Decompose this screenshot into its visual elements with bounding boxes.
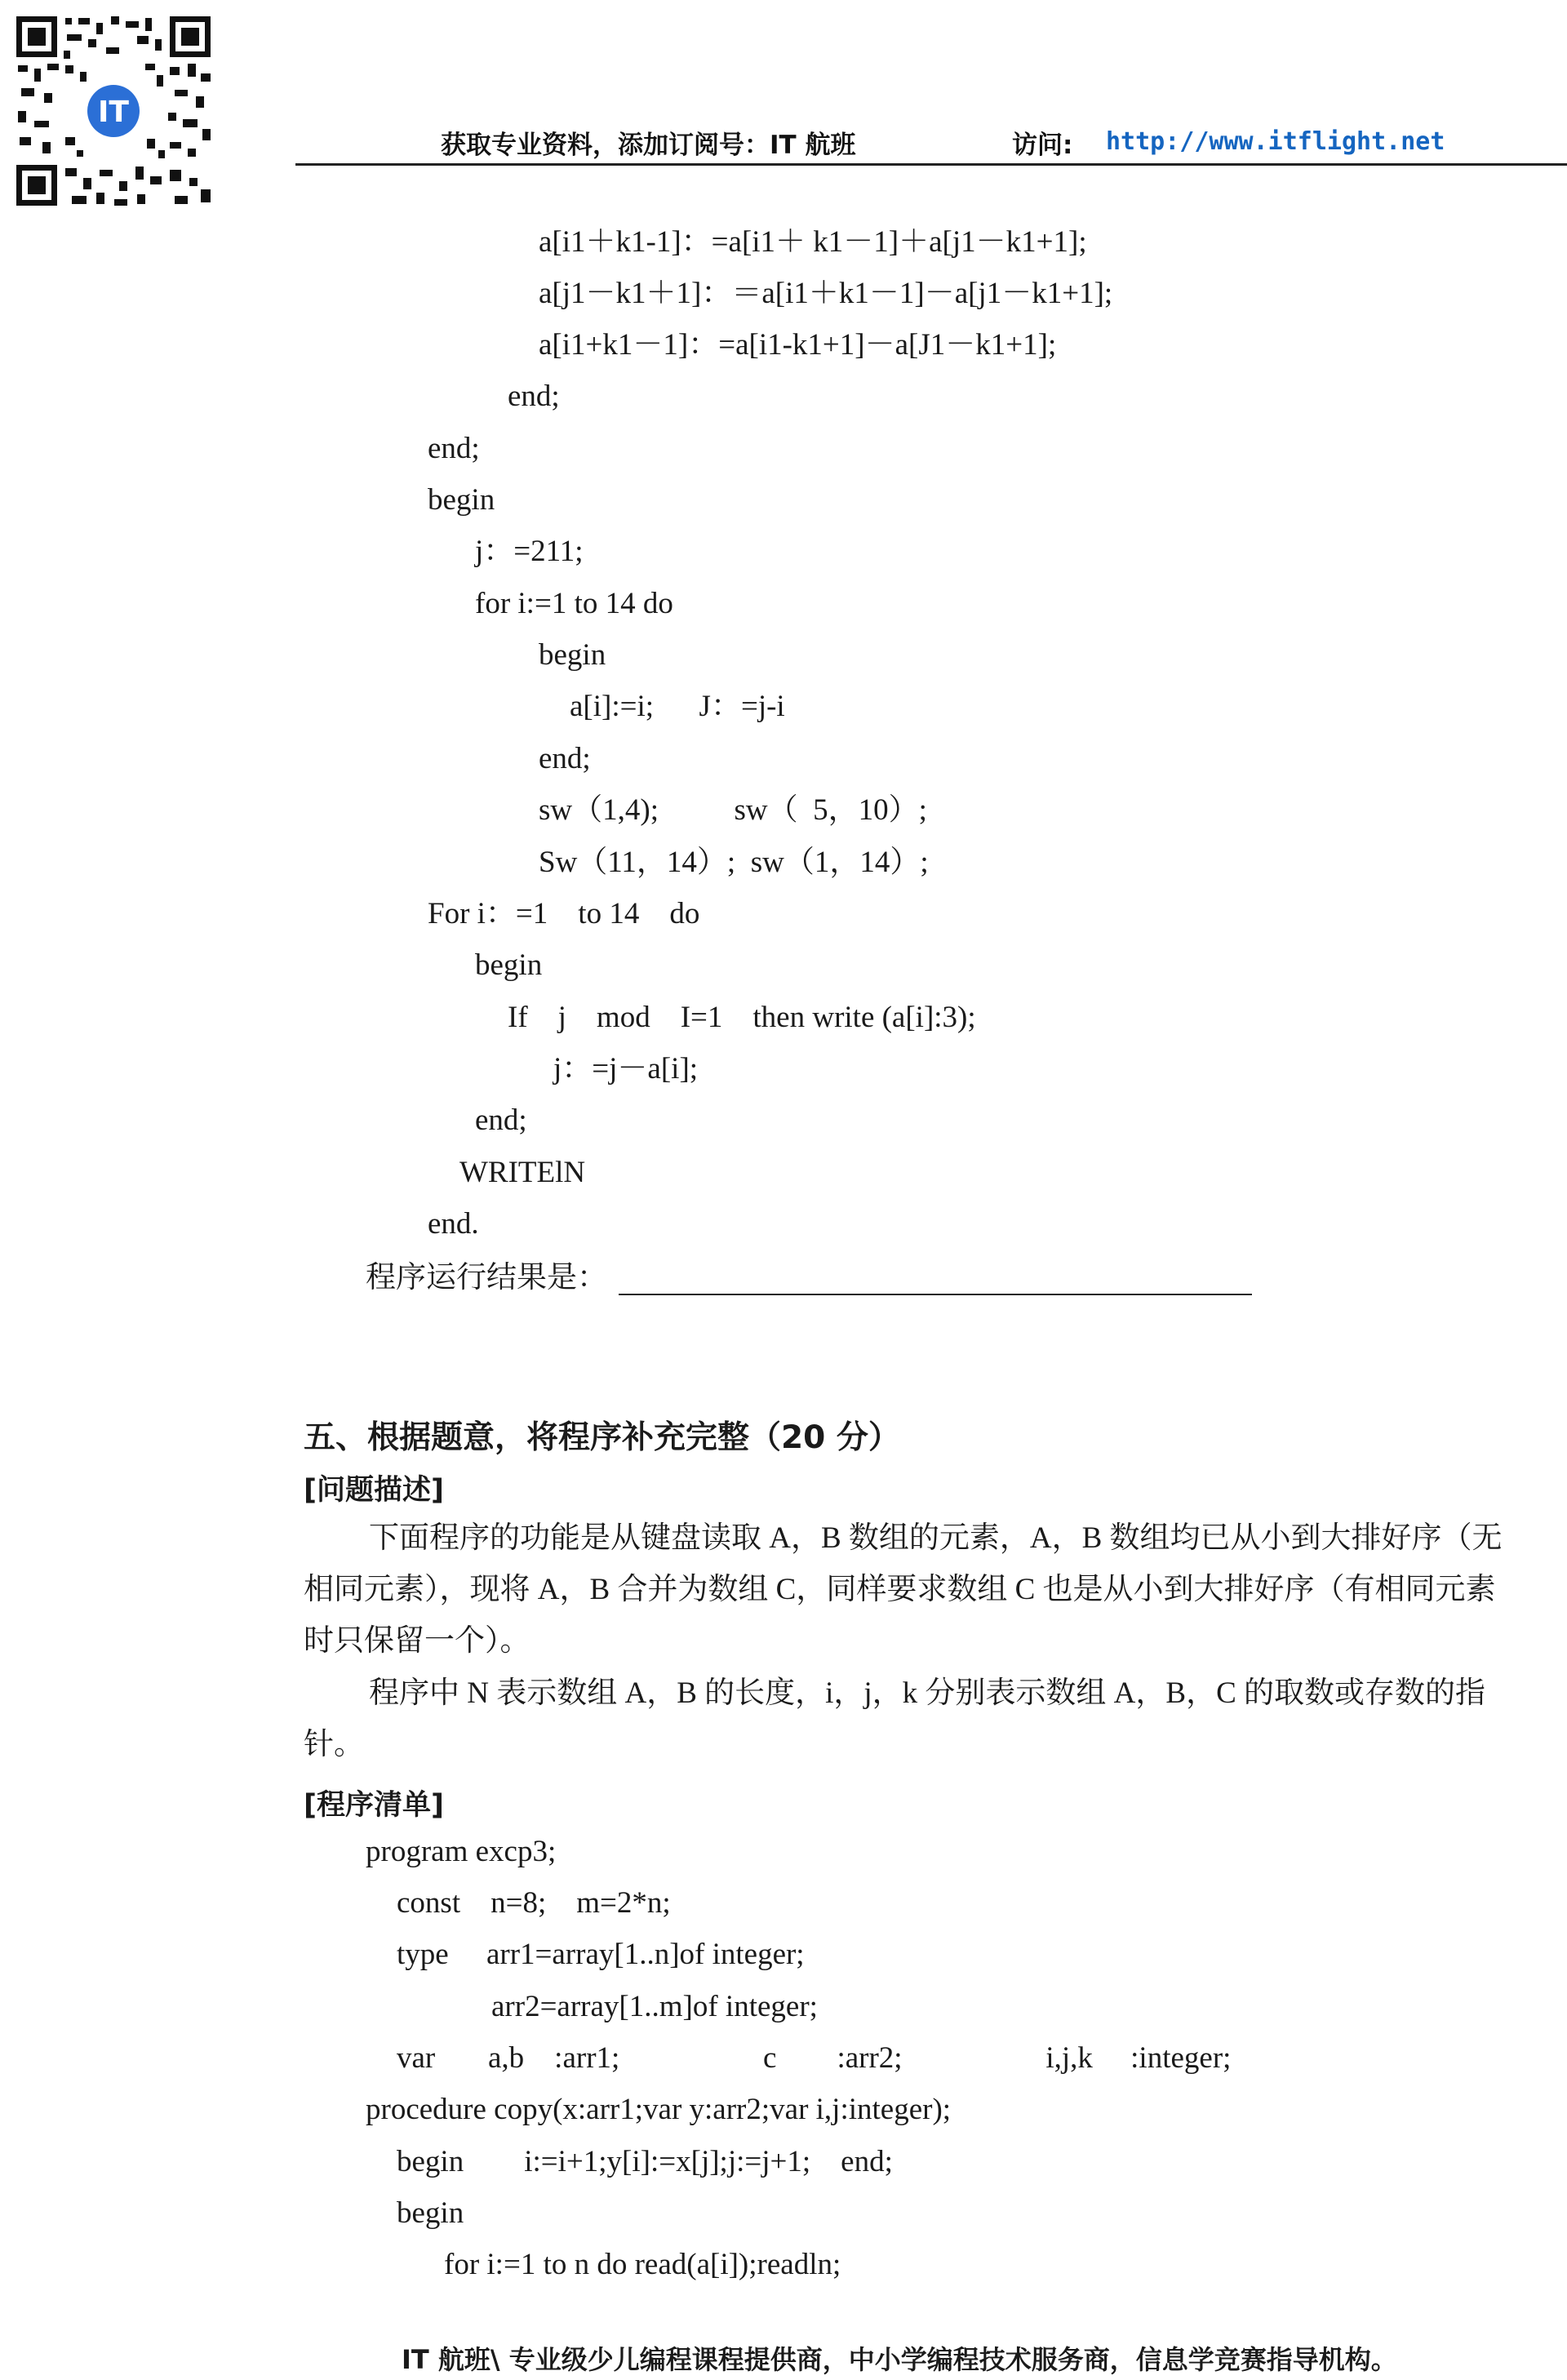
- code-line: for i:=1 to 14 do: [475, 587, 673, 620]
- code-line: end;: [428, 432, 480, 465]
- code-line: a[i1+k1－1]：=a[i1-k1+1]－a[J1－k1+1];: [539, 328, 1057, 362]
- code-line: for i:=1 to n do read(a[i]);readln;: [444, 2248, 841, 2281]
- code-line: var a,b :arr1; c :arr2; i,j,k :integer;: [397, 2041, 1232, 2075]
- code-line: a[i]:=i; J：=j-i: [570, 690, 785, 723]
- code-line: begin: [539, 638, 606, 672]
- qr-code-icon: [15, 15, 212, 207]
- code-line: a[j1－k1＋1]：＝a[i1＋k1－1]－a[j1－k1+1];: [539, 277, 1113, 310]
- code-line: type arr1=array[1..n]of integer;: [397, 1938, 805, 1971]
- code-line: j：=j－a[i];: [553, 1052, 699, 1086]
- header-subscribe-text: 获取专业资料，添加订阅号：IT 航班: [441, 131, 856, 160]
- paragraph-line: 程序中 N 表示数组 A，B 的长度，i，j，k 分别表示数组 A，B，C 的取数或存数的指: [369, 1676, 1486, 1710]
- qr-logo-text: IT: [98, 95, 129, 129]
- answer-blank-line: [619, 1294, 1252, 1295]
- code-line: If j mod I=1 then write (a[i]:3);: [508, 1001, 976, 1034]
- code-line: end;: [539, 742, 591, 775]
- code-line: j：=211;: [475, 535, 584, 568]
- code-line: Sw（11，14）; sw（1，14）;: [539, 846, 929, 879]
- code-line: WRITElN: [459, 1156, 586, 1189]
- header-visit-label: 访问:: [1012, 131, 1073, 160]
- code-line: For i：=1 to 14 do: [428, 897, 700, 930]
- code-line: begin: [475, 948, 543, 982]
- code-line: begin i:=i+1;y[i]:=x[j];j:=j+1; end;: [397, 2145, 893, 2178]
- code-line: begin: [428, 483, 495, 517]
- problem-description-label: [问题描述]: [304, 1474, 444, 1507]
- code-line: const n=8; m=2*n;: [397, 1886, 671, 1920]
- code-line: end;: [508, 380, 560, 413]
- code-line: a[i1＋k1-1]：=a[i1＋ k1－1]＋a[j1－k1+1];: [539, 225, 1087, 259]
- code-line: procedure copy(x:arr1;var y:arr2;var i,j:integer);: [366, 2093, 952, 2126]
- code-line: program excp3;: [366, 1835, 557, 1868]
- header-divider: [295, 163, 1567, 166]
- paragraph-line: 针。: [304, 1728, 364, 1761]
- code-line: sw（1,4); sw（ 5，10）;: [539, 793, 927, 827]
- code-line: begin: [397, 2196, 464, 2230]
- code-line: arr2=array[1..m]of integer;: [491, 1990, 818, 2023]
- paragraph-line: 相同元素），现将 A，B 合并为数组 C，同样要求数组 C 也是从小到大排好序（有相同元素: [304, 1573, 1496, 1606]
- paragraph-line: 时只保留一个）。: [304, 1624, 530, 1658]
- footer-text: IT 航班\ 专业级少儿编程课程提供商，中小学编程技术服务商，信息学竞赛指导机构。: [402, 2344, 1397, 2375]
- paragraph-line: 下面程序的功能是从键盘读取 A，B 数组的元素，A，B 数组均已从小到大排好序（无: [369, 1521, 1503, 1555]
- code-line: end;: [475, 1103, 527, 1137]
- header-url-link[interactable]: http://www.itflight.net: [1106, 127, 1445, 156]
- code-line: end.: [428, 1207, 479, 1241]
- result-prompt: 程序运行结果是：: [366, 1261, 607, 1294]
- program-listing-label: [程序清单]: [304, 1789, 444, 1822]
- section-title: 五、根据题意，将程序补充完整（20 分）: [304, 1419, 900, 1456]
